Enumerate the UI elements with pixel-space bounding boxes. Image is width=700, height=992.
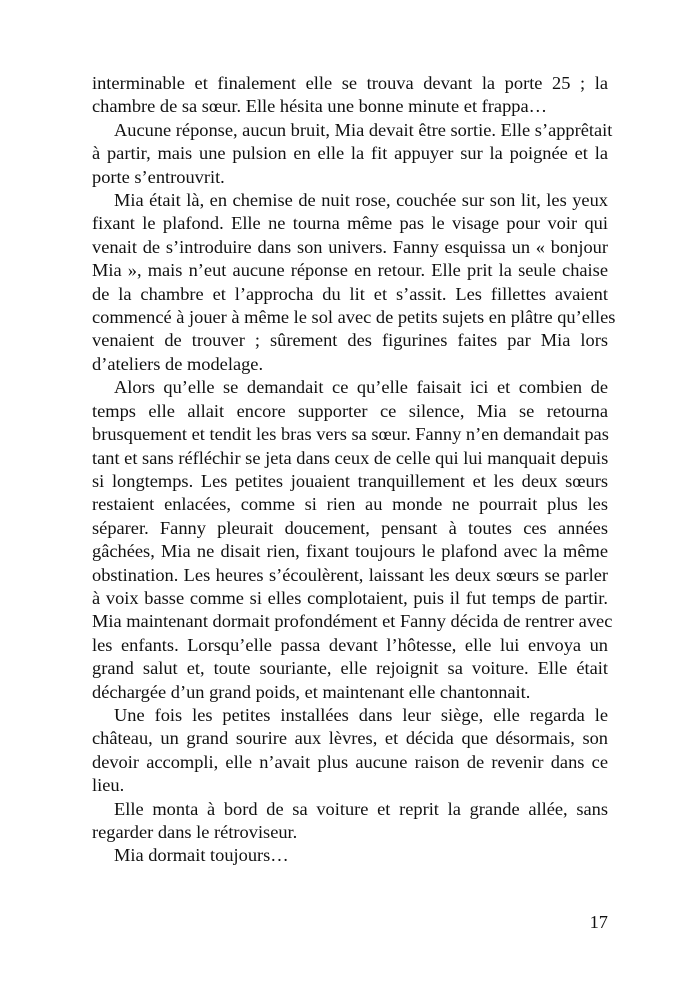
text-line: venait de s’introduire dans son univers. Fanny esquissa un « bonjour xyxy=(92,236,608,257)
text-line: Mia était là, en chemise de nuit rose, couchée sur son lit, les yeux xyxy=(114,190,608,211)
text-line: commencé à jouer à même le sol avec de petits sujets en plâtre qu’elles xyxy=(92,307,616,328)
text-line: si longtemps. Les petites jouaient tranquillement et les deux sœurs xyxy=(92,470,608,491)
text-line: de la chambre et l’approcha du lit et s’assit. Les fillettes avaient xyxy=(92,283,608,304)
paragraph xyxy=(92,798,608,845)
text-line: Mia maintenant dormait profondément et Fanny décida de rentrer avec xyxy=(92,611,613,632)
text-line: tant et sans réfléchir se jeta dans ceux de celle qui lui manquait depuis xyxy=(92,447,609,468)
text-line: Elle monta à bord de sa voiture et reprit la grande allée, sans xyxy=(114,798,608,819)
paragraph xyxy=(92,189,616,376)
text-line: devoir accompli, elle n’avait plus aucune raison de revenir dans ce xyxy=(92,751,608,772)
text-line: Une fois les petites installées dans leur siège, elle regarda le xyxy=(114,704,608,725)
text-line: château, un grand sourire aux lèvres, et décida que désormais, son xyxy=(92,728,608,749)
text-line: venaient de trouver ; sûrement des figurines faites par Mia lors xyxy=(92,330,608,351)
paragraph xyxy=(92,119,613,189)
text-line: regarder dans le rétroviseur. xyxy=(92,822,298,842)
text-line: gâchées, Mia ne disait rien, fixant toujours le plafond avec la même xyxy=(92,541,608,562)
text-line: interminable et finalement elle se trouva devant la porte 25 ; la xyxy=(92,73,608,93)
text-line: d’ateliers de modelage. xyxy=(92,353,264,374)
paragraph xyxy=(92,704,608,798)
text-line: grand salut et, toute souriante, elle rejoignit sa voiture. Elle était xyxy=(92,658,608,679)
text-line: déchargée d’un grand poids, et maintenant elle chantonnait. xyxy=(92,681,531,702)
text-line: Mia », mais n’eut aucune réponse en retour. Elle prit la seule chaise xyxy=(92,260,608,281)
paragraph xyxy=(92,844,608,867)
text-line: brusquement et tendit les bras vers sa sœur. Fanny n’en demandait pas xyxy=(92,424,609,445)
text-line: à partir, mais une pulsion en elle la fit appuyer sur la poignée et la xyxy=(92,143,608,164)
paragraph xyxy=(92,72,608,119)
text-line: fixant le plafond. Elle ne tourna même pas le visage pour voir qui xyxy=(92,213,608,234)
text-line: obstination. Les heures s’écoulèrent, laissant les deux sœurs se parler xyxy=(92,564,608,585)
text-line: chambre de sa sœur. Elle hésita une bonne minute et frappa… xyxy=(92,96,548,117)
text-line: lieu. xyxy=(92,775,125,796)
paragraph xyxy=(92,376,613,704)
text-line: Aucune réponse, aucun bruit, Mia devait être sortie. Elle s’apprêtait xyxy=(114,119,613,140)
page-body-text xyxy=(92,72,616,868)
text-line: restaient enlacées, comme si rien au monde ne pourrait plus les xyxy=(92,494,608,515)
text-line: Alors qu’elle se demandait ce qu’elle faisait ici et combien de xyxy=(114,377,608,398)
text-line: Mia dormait toujours… xyxy=(114,845,289,866)
text-line: porte s’entrouvrit. xyxy=(92,166,225,187)
text-line: les enfants. Lorsqu’elle passa devant l’hôtesse, elle lui envoya un xyxy=(92,634,608,655)
text-line: séparer. Fanny pleurait doucement, pensant à toutes ces années xyxy=(92,517,608,538)
page-number: 17 xyxy=(589,912,608,932)
text-line: à voix basse comme si elles complotaient, puis il fut temps de partir. xyxy=(92,587,608,608)
text-line: temps elle allait encore supporter ce silence, Mia se retourna xyxy=(92,400,608,421)
